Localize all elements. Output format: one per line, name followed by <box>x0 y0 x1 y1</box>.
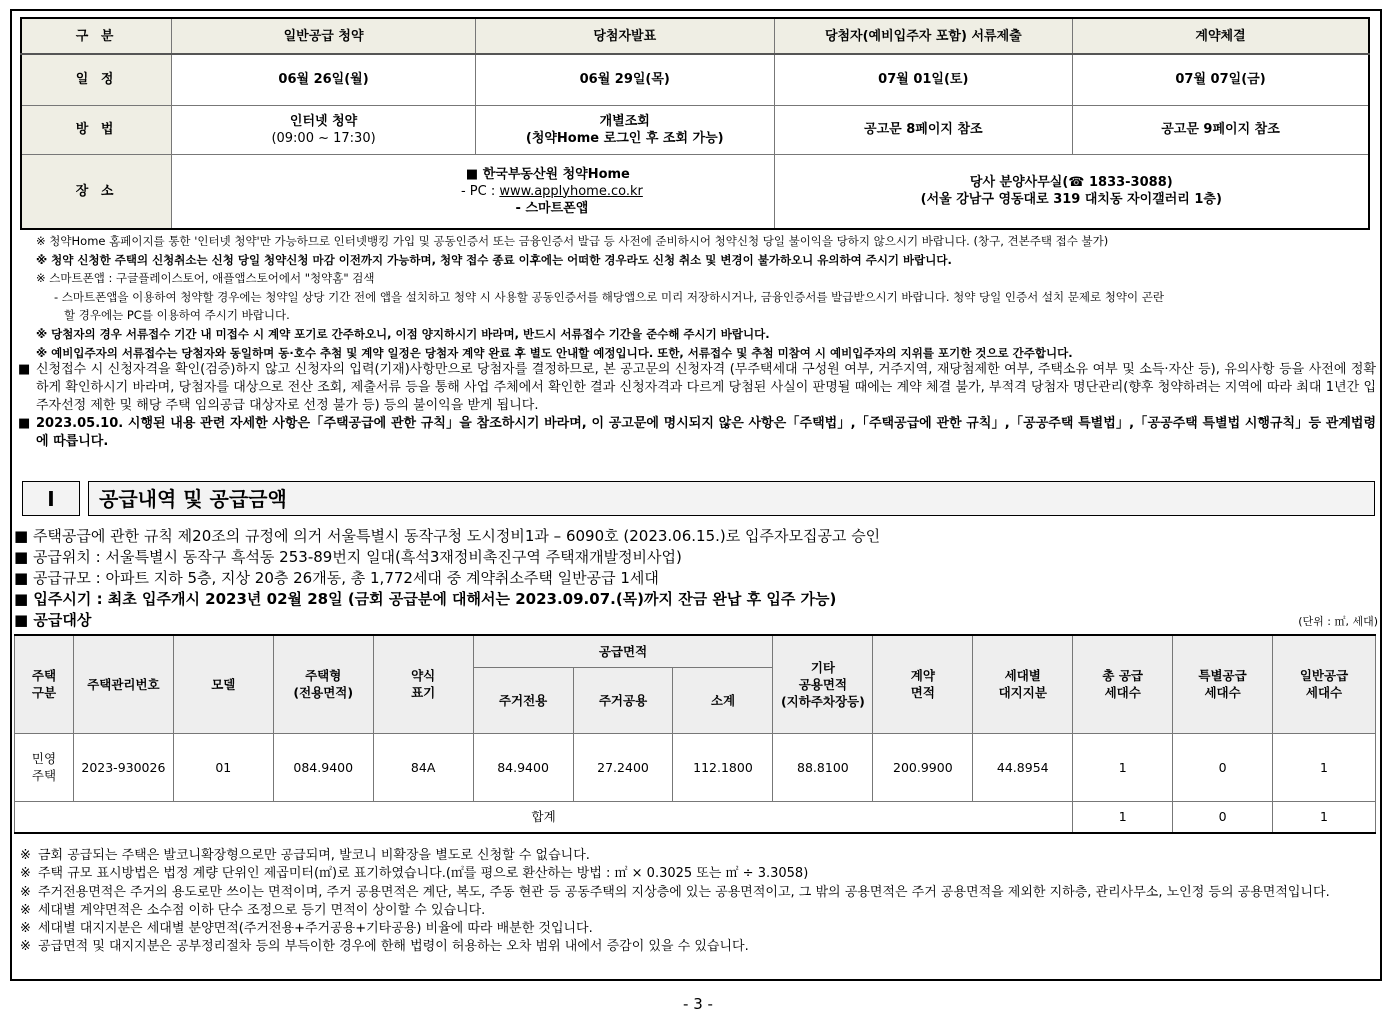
supply-h-contract: 계약 면적 <box>873 635 973 733</box>
note-tolerance: ※ 공급면적 및 대지지분은 공부정리절차 등의 부득이한 경우에 한해 법령이 허용하는 오차 범위 내에서 증감이 있을 수 있습니다. <box>20 939 749 955</box>
supply-special: 0 <box>1173 733 1273 801</box>
bullet-scale: ■ 공급규모 : 아파트 지하 5층, 지상 20층 26개동, 총 1,772세대 중 계약취소주택 일반공급 1세대 <box>14 569 659 587</box>
supply-h-sub: 소계 <box>673 667 773 733</box>
supply-sum-row <box>15 801 1376 833</box>
supply-sum-general: 1 <box>1273 801 1376 833</box>
square-note-regulation: ■ 2023.05.10. 시행된 내용 관련 자세한 사항은「주택공급에 관한 규칙」을 참조하시기 바라며, 이 공고문에 명시되지 않은 사항은「주택법」,「주택공급에 관한 규칙」,「공공주택 특별법」,「공공주택 특별법 시행규칙」등 관계법령에 따릅니다. <box>18 416 1376 449</box>
schedule-method-row <box>21 105 1369 154</box>
schedule-table <box>20 17 1370 230</box>
place-office-phone: 당사 분양사무실(☎ 1833-3088) <box>969 175 1173 191</box>
note-reserve-docs: ※ 예비입주자의 서류접수는 당첨자와 동일하며 동·호수 추첨 및 계약 일정은 당첨자 계약 완료 후 별도 안내할 예정입니다. 또한, 서류접수 및 추첨 미참여 시 예비입주자의 지위를 포기한 것으로 간주합니다. <box>36 345 1073 360</box>
section-heading <box>22 481 1375 518</box>
schedule-method-documents: 공고문 8페이지 참조 <box>774 105 1072 154</box>
supply-h-general: 일반공급 세대수 <box>1273 635 1376 733</box>
place-office-address: (서울 강남구 영동대로 319 대치동 자이갤러리 1층) <box>920 192 1222 208</box>
supply-general: 1 <box>1273 733 1376 801</box>
supply-h-short: 약식 표기 <box>373 635 473 733</box>
note-winner-docs: ※ 당첨자의 경우 서류접수 기간 내 미접수 시 계약 포기로 간주하오니, 이점 양지하시기 바라며, 반드시 서류접수 기간을 준수해 주시기 바랍니다. <box>36 326 770 341</box>
schedule-method-announce <box>475 105 774 154</box>
bullet-approval: ■ 주택공급에 관한 규칙 제20조의 규정에 의거 서울특별시 동작구청 도시정비1과 – 6090호 (2023.06.15.)로 입주자모집공고 승인 <box>14 527 881 545</box>
schedule-header-announce: 당첨자발표 <box>475 18 774 54</box>
note-smartphone-detail-2: 할 경우에는 PC를 이용하여 주시기 바랍니다. <box>64 308 290 323</box>
supply-total: 1 <box>1073 733 1173 801</box>
method-internet: 인터넷 청약 <box>289 113 358 129</box>
supply-h-total: 총 공급 세대수 <box>1073 635 1173 733</box>
supply-land: 44.8954 <box>973 733 1073 801</box>
method-individual: 개별조회 <box>599 113 650 129</box>
supply-data-row <box>15 733 1376 801</box>
bullet-move-in: ■ 입주시기 : 최초 입주개시 2023년 02월 28일 (금회 공급분에 대해서는 2023.09.07.(목)까지 잔금 완납 후 입주 가능) <box>14 590 837 608</box>
supply-table <box>14 634 1376 834</box>
square-note-eligibility: ■ 신청접수 시 신청자격을 확인(검증)하지 않고 신청자의 입력(기재)사항만으로 당첨자를 결정하므로, 본 공고문의 신청자격 (무주택세대 구성원 여부, 거주지역, 재당첨제한 여부, 주택소유 여부 및 소득·자산 등), 유의사항 등을 사전에 정확하게 확인하시기 바라며, 당첨자를 대상으로 전산 조회, 제출서류 등을 통해 사업 주체에서 확인한 결과 신청자격과 다르게 당첨된 사실이 판명될 때에는 계약 체결 불가, 부적격 당첨자 명단관리(향후 청약하려는 지역에 따라 최대 1년간 입주자선정 제한 및 해당 주택 임의공급 대상자로 선정 불가 등) 등의 불이익을 받게 됩니다. <box>18 362 1376 413</box>
supply-h-area: 공급면적 <box>473 635 773 667</box>
schedule-date-contract: 07월 07일(금) <box>1073 54 1369 105</box>
supply-short: 84A <box>373 733 473 801</box>
schedule-date-announce: 06월 29일(목) <box>475 54 774 105</box>
supply-sum-total: 1 <box>1073 801 1173 833</box>
supply-h-land: 세대별 대지지분 <box>973 635 1073 733</box>
supply-h-htype: 주택형 (전용면적) <box>273 635 373 733</box>
supply-type: 민영 주택 <box>15 733 74 801</box>
note-cancel: ※ 청약 신청한 주택의 신청취소는 신청 당일 청약신청 마감 이전까지 가능하며, 청약 접수 종료 이후에는 어떠한 경우라도 신청 취소 및 변경이 불가하오니 유의하여 주시기 바랍니다. <box>36 252 952 267</box>
schedule-method-contract: 공고문 9페이지 참조 <box>1073 105 1369 154</box>
supply-header-row-1 <box>15 635 1376 667</box>
place-applyhome: ■ 한국부동산원 청약Home <box>465 166 630 182</box>
schedule-date-documents: 07월 01일(토) <box>774 54 1072 105</box>
note-smartphone: ※ 스마트폰앱 : 구글플레이스토어, 애플앱스토어에서 "청약홈" 검색 <box>36 271 375 286</box>
schedule-header-general: 일반공급 청약 <box>172 18 476 54</box>
supply-h-model: 모델 <box>173 635 273 733</box>
page-number: - 3 - <box>683 995 713 1013</box>
supply-common: 27.2400 <box>573 733 673 801</box>
note-land-share: ※ 세대별 대지지분은 세대별 분양면적(주거전용+주거공용+기타공용) 비율에 따라 배분한 것입니다. <box>20 921 593 937</box>
supply-sum-special: 0 <box>1173 801 1273 833</box>
note-unit-conversion: ※ 주택 규모 표시방법은 법정 계량 단위인 제곱미터(㎡)로 표기하였습니다.(㎡를 평으로 환산하는 방법 : ㎡ × 0.3025 또는 ㎡ ÷ 3.3058) <box>20 866 809 882</box>
supply-sum-label: 합계 <box>15 801 1073 833</box>
schedule-date-general: 06월 26일(월) <box>172 54 476 105</box>
schedule-header-contract: 계약체결 <box>1073 18 1369 54</box>
supply-h-other: 기타 공용면적 (지하주차장등) <box>773 635 873 733</box>
method-login: (청약Home 로그인 후 조회 가능) <box>525 130 724 146</box>
supply-mgmt: 2023-930026 <box>73 733 173 801</box>
top-notes <box>20 232 1375 362</box>
supply-h-common: 주거공용 <box>573 667 673 733</box>
section-number: I <box>22 481 80 516</box>
supply-h-excl: 주거전용 <box>473 667 573 733</box>
schedule-header-category: 구 분 <box>21 18 172 54</box>
section-title: 공급내역 및 공급금액 <box>88 481 1375 516</box>
note-internet-only: ※ 청약Home 홈페이지를 통한 '인터넷 청약'만 가능하므로 인터넷뱅킹 가입 및 공동인증서 또는 금융인증서 발급 등 사전에 준비하시어 청약신청 당일 불이익을 당하지 않으시기 바랍니다. (창구, 견본주택 접수 불가) <box>36 234 1109 248</box>
supply-sub: 112.1800 <box>673 733 773 801</box>
note-area-definition: ※ 주거전용면적은 주거의 용도로만 쓰이는 면적이며, 주거 공용면적은 계단, 복도, 주동 현관 등 공동주택의 지상층에 있는 공용면적이고, 그 밖의 공용면적은 주거 공용면적을 제외한 지하층, 관리사무소, 노인정 등의 공용면적입니다. <box>20 884 1330 900</box>
schedule-header-row <box>21 18 1369 54</box>
supply-model: 01 <box>173 733 273 801</box>
supply-h-special: 특별공급 세대수 <box>1173 635 1273 733</box>
schedule-place-online <box>172 154 774 229</box>
schedule-header-documents: 당첨자(예비입주자 포함) 서류제출 <box>774 18 1072 54</box>
unit-label: (단위 : ㎡, 세대) <box>1298 615 1378 628</box>
bullet-location: ■ 공급위치 : 서울특별시 동작구 흑석동 253-89번지 일대(흑석3재정비촉진구역 주택재개발정비사업) <box>14 548 682 566</box>
method-hours: (09:00 ~ 17:30) <box>271 130 376 146</box>
supply-h-type: 주택 구분 <box>15 635 74 733</box>
note-balcony: ※ 금회 공급되는 주택은 발코니확장형으로만 공급되며, 발코니 비확장을 별도로 신청할 수 없습니다. <box>20 848 590 863</box>
supply-other: 88.8100 <box>773 733 873 801</box>
supply-htype: 084.9400 <box>273 733 373 801</box>
supply-contract: 200.9900 <box>873 733 973 801</box>
schedule-date-row <box>21 54 1369 105</box>
schedule-place-label: 장 소 <box>21 154 172 229</box>
bottom-notes <box>20 847 1376 957</box>
supply-excl: 84.9400 <box>473 733 573 801</box>
place-app: - 스마트폰앱 <box>515 200 589 216</box>
supply-h-mgmt: 주택관리번호 <box>73 635 173 733</box>
schedule-method-general <box>172 105 476 154</box>
applyhome-link[interactable]: www.applyhome.co.kr <box>499 183 643 199</box>
note-smartphone-detail: - 스마트폰앱을 이용하여 청약할 경우에는 청약일 상당 기간 전에 앱을 설치하고 청약 시 사용할 공동인증서를 해당앱으로 미리 저장하시거나, 금융인증서를 발급받으시기 바랍니다. 청약 당일 인증서 설치 문제로 청약이 곤란 <box>54 289 1164 304</box>
square-notes <box>18 361 1376 451</box>
schedule-method-label: 방 법 <box>21 105 172 154</box>
place-pc: - PC : www.applyhome.co.kr <box>460 183 643 199</box>
schedule-place-office <box>774 154 1369 229</box>
schedule-date-label: 일 정 <box>21 54 172 105</box>
note-contract-area: ※ 세대별 계약면적은 소수점 이하 단수 조정으로 등기 면적이 상이할 수 있습니다. <box>20 902 486 918</box>
bullet-target: ■ 공급대상 <box>14 611 92 629</box>
schedule-place-row <box>21 154 1369 229</box>
